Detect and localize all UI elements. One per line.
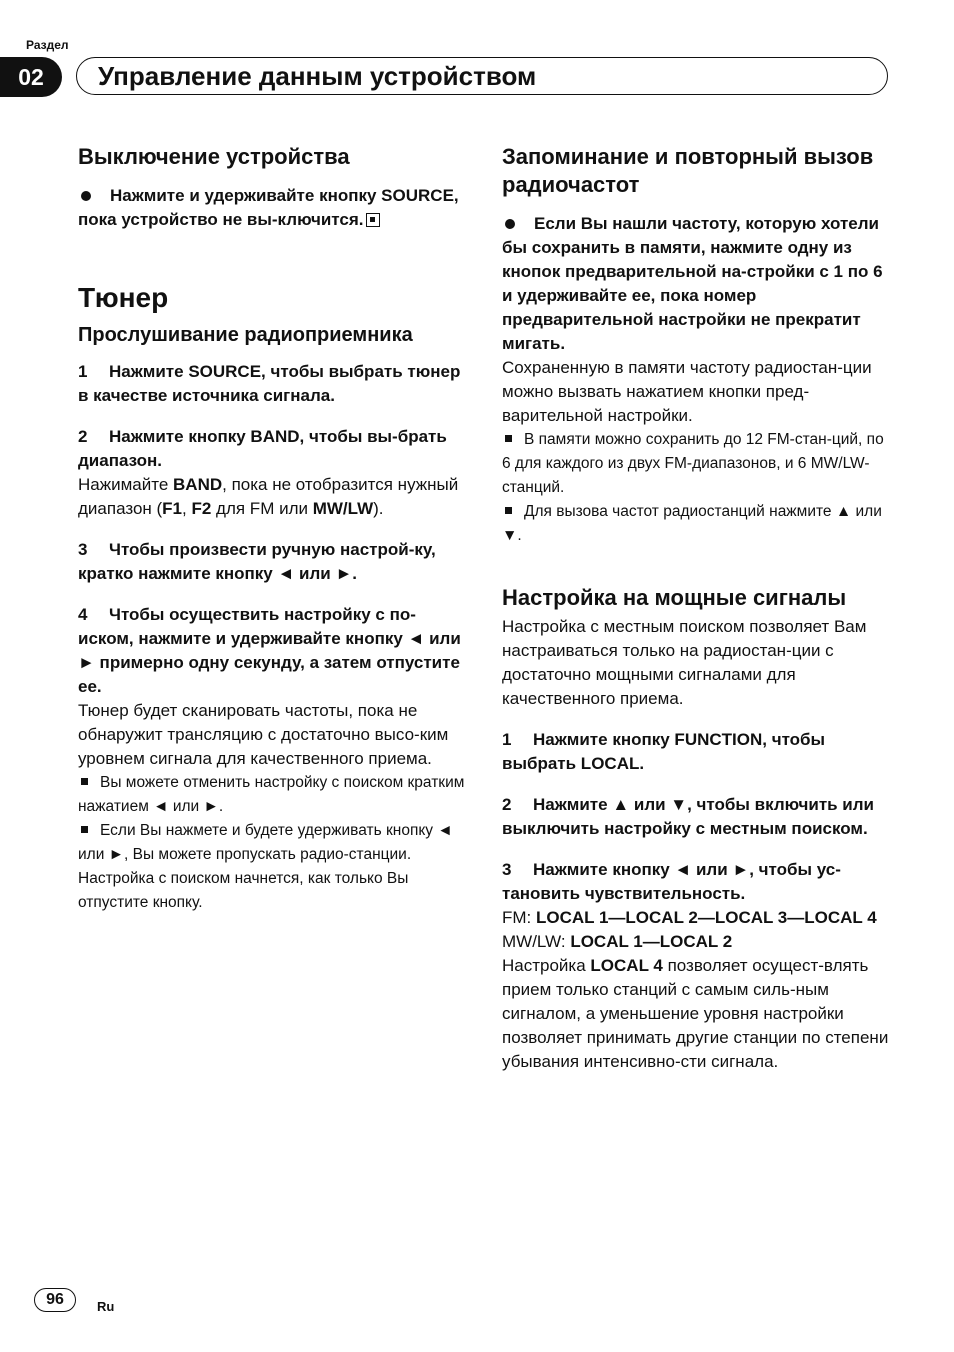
step-text: Нажмите кнопку BAND, чтобы вы-брать диапазон.: [78, 427, 447, 470]
step-text: Нажмите кнопку FUNCTION, чтобы выбрать LOCAL.: [502, 730, 826, 773]
step-number: 2: [78, 427, 88, 446]
section-heading-local: Настройка на мощные сигналы: [502, 585, 847, 610]
step-text: Нажмите ▲ или ▼, чтобы включить или выключить настройку с местным поиском.: [502, 795, 875, 838]
note-text: Если Вы нажмете и будете удерживать кнопку ◄ или ►, Вы можете пропускать радио-станции. Настройка с поиском начнется, как только Вы отпустите кнопку.: [78, 822, 453, 911]
section-heading-tuner: Тюнер: [78, 282, 169, 313]
text-run: ,: [182, 499, 192, 518]
bullet-text: Если Вы нашли частоту, которую хотели бы сохранить в памяти, нажмите одну из кнопок предварительной на-стройки с 1 по 6 и удерживайте ее, пока номер предварительной настройки не прекратит мигать.: [502, 214, 883, 353]
memory-body: Сохраненную в памяти частоту радиостан-ции можно вызвать нажатием кнопки пред-варительной настройки.: [502, 358, 872, 425]
step-text: Нажмите кнопку ◄ или ►, чтобы ус-тановить чувствительность.: [502, 860, 841, 903]
note-text: Для вызова частот радиостанций нажмите ▲ или ▼.: [502, 503, 882, 544]
fm-levels: [502, 906, 894, 930]
text-run-bold: MW/LW: [312, 499, 374, 518]
text-run-bold: LOCAL 1—LOCAL 2—LOCAL 3—LOCAL 4: [536, 908, 877, 927]
text-run-bold: F1: [162, 499, 183, 518]
end-mark-icon: [366, 213, 380, 227]
step-number: 4: [78, 605, 88, 624]
section-heading-power-off: Выключение устройства: [78, 144, 350, 169]
text-run-bold: F2: [191, 499, 212, 518]
text-run-bold: LOCAL 1—LOCAL 2: [570, 932, 733, 951]
local-step-3-body: [502, 954, 894, 1074]
note-square-icon: [81, 826, 88, 833]
text-run-bold: BAND: [173, 475, 223, 494]
text-run: FM:: [502, 908, 536, 927]
local-step-2: [502, 793, 894, 841]
local-step-1: [502, 728, 894, 776]
text-run-bold: LOCAL 4: [590, 956, 663, 975]
note-item: [502, 428, 894, 500]
step-number: 3: [78, 540, 88, 559]
page-number: 96: [34, 1288, 76, 1312]
note-item: [78, 819, 470, 915]
language-code: Ru: [97, 1299, 115, 1314]
step-number: 3: [502, 860, 512, 879]
note-item: [78, 771, 470, 819]
text-run: позволяет осущест-влять прием только станций с самым силь-ным сигналом, а уменьшение уровня настройки позволяет принимать другие станции по степени убывания интенсивно-сти сигнала.: [502, 956, 889, 1071]
text-run: Настройка: [502, 956, 591, 975]
section-label: Раздел: [26, 38, 69, 52]
note-square-icon: [505, 435, 512, 442]
bullet-item: [78, 184, 470, 232]
note-square-icon: [81, 778, 88, 785]
step-text: Чтобы осуществить настройку с по-иском, нажмите и удерживайте кнопку ◄ или ► примерно одну секунду, а затем отпустите ее.: [78, 605, 461, 696]
bullet-text: [78, 184, 470, 232]
step-1: [78, 360, 470, 408]
step-3: [78, 538, 470, 586]
step-number: 1: [502, 730, 512, 749]
mw-levels: [502, 930, 894, 954]
text-run: для FM или: [211, 499, 313, 518]
bullet-item: [502, 212, 894, 356]
step-2-body: [78, 473, 470, 521]
step-text: Нажмите SOURCE, чтобы выбрать тюнер в качестве источника сигнала.: [78, 362, 461, 405]
local-step-3: [502, 858, 894, 906]
bullet-text-content: Нажмите и удерживайте кнопку SOURCE, пока устройство не вы-ключится.: [78, 186, 459, 229]
note-text: В памяти можно сохранить до 12 FM-стан-ций, по 6 для каждого из двух FM-диапазонов, и 6 MW/LW-станций.: [502, 431, 884, 496]
note-square-icon: [505, 507, 512, 514]
step-2: [78, 425, 470, 473]
step-4: [78, 603, 470, 699]
section-heading-memory: Запоминание и повторный вызов радиочастот: [502, 144, 874, 197]
text-run: ).: [373, 499, 384, 518]
right-column: [502, 140, 894, 1074]
note-text: Вы можете отменить настройку с поиском кратким нажатием ◄ или ►.: [78, 774, 465, 815]
subheading-radio: Прослушивание радиоприемника: [78, 324, 413, 346]
step-number: 2: [502, 795, 512, 814]
text-run: Нажимайте: [78, 475, 174, 494]
page-title: Управление данным устройством: [98, 61, 537, 91]
step-number: 1: [78, 362, 88, 381]
text-run: MW/LW:: [502, 932, 571, 951]
step-4-body: Тюнер будет сканировать частоты, пока не обнаружит трансляцию с достаточно высо-ким уровнем сигнала для качественного приема.: [78, 701, 449, 768]
step-text: Чтобы произвести ручную настрой-ку, кратко нажмите кнопку ◄ или ►.: [78, 540, 436, 583]
left-column: [78, 140, 470, 915]
local-intro: Настройка с местным поиском позволяет Вам настраиваться только на радиостан-ции с достаточно мощными сигналами для качественного приема.: [502, 617, 867, 708]
note-item: [502, 500, 894, 548]
section-number-badge: 02: [0, 57, 62, 97]
text-run: , пока не отобразится нужный диапазон (: [78, 475, 459, 518]
